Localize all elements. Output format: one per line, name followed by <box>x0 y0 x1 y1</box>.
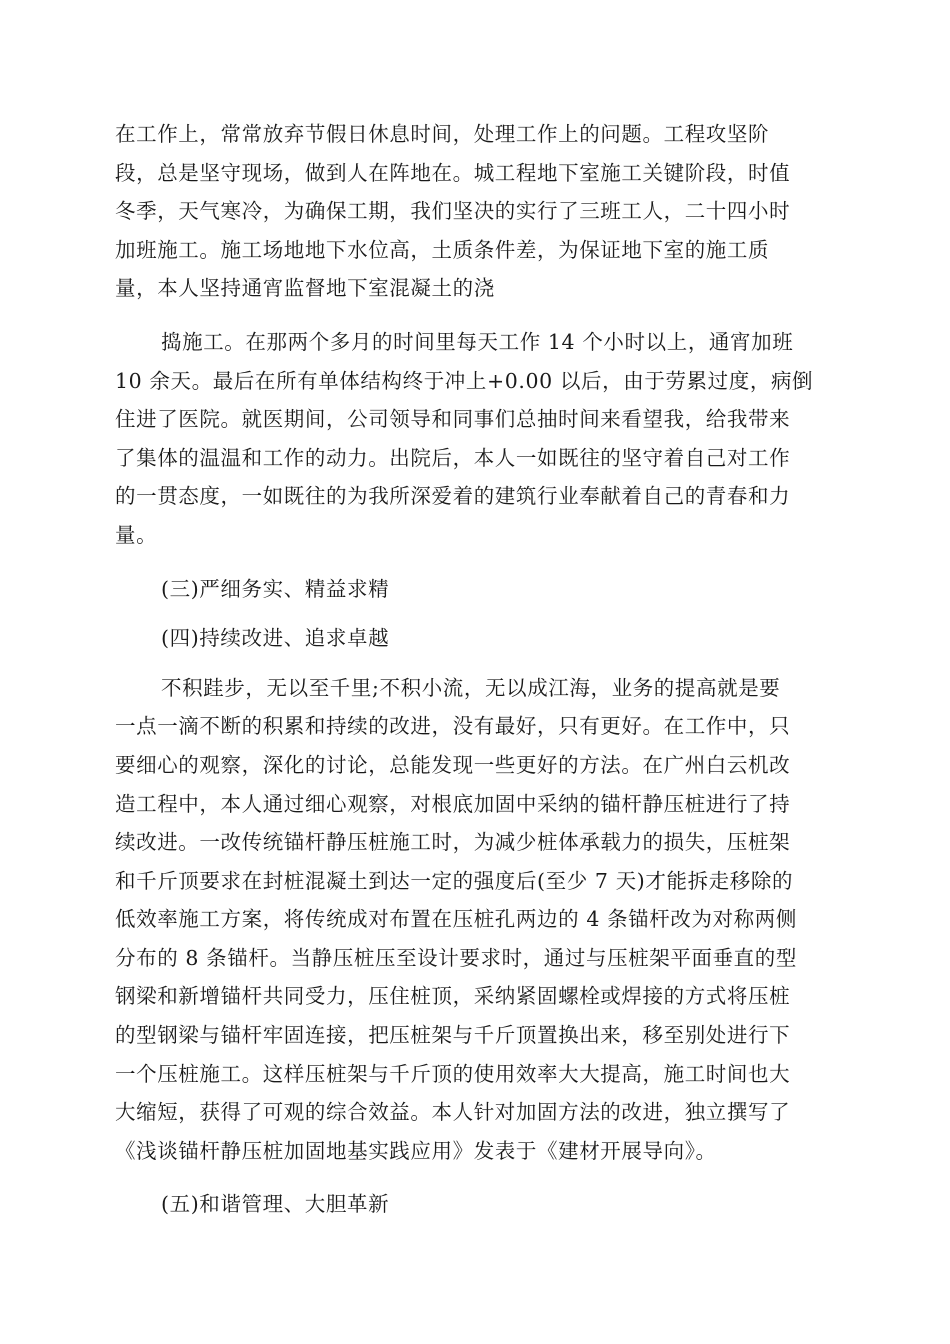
text-line: 低效率施工方案，将传统成对布置在压桩孔两边的 4 条锚杆改为对称两侧 <box>115 907 797 932</box>
text-line: 大缩短，获得了可观的综合效益。本人针对加固方法的改进，独立撰写了 <box>115 1100 791 1125</box>
text-line: 一个压桩施工。这样压桩架与千斤顶的使用效率大大提高，施工时间也大 <box>115 1061 791 1086</box>
section-heading-3 <box>115 570 837 609</box>
text-line: 一点一滴不断的积累和持续的改进，没有最好，只有更好。在工作中，只 <box>115 714 791 739</box>
section-heading-5 <box>115 1185 837 1224</box>
section-heading-4 <box>115 619 837 658</box>
text-line: 要细心的观察，深化的讨论，总能发现一些更好的方法。在广州白云机改 <box>115 752 791 777</box>
heading-text: (五)和谐管理、大胆革新 <box>161 1192 390 1217</box>
text-line: 的型钢梁与锚杆牢固连接，把压桩架与千斤顶置换出来，移至别处进行下 <box>115 1023 791 1048</box>
text-line: 量。 <box>115 522 158 547</box>
text-line: 加班施工。施工场地地下水位高，土质条件差，为保证地下室的施工质 <box>115 237 770 262</box>
heading-text: (四)持续改进、追求卓越 <box>161 626 390 651</box>
paragraph-hospital <box>115 323 837 555</box>
text-line: 捣施工。在那两个多月的时间里每天工作 14 个小时以上，通宵加班 <box>161 329 794 354</box>
text-line: 续改进。一改传统锚杆静压桩施工时，为减少桩体承载力的损失，压桩架 <box>115 830 791 855</box>
text-line: 造工程中，本人通过细心观察，对根底加固中采纳的锚杆静压桩进行了持 <box>115 791 791 816</box>
text-line: 和千斤顶要求在封桩混凝土到达一定的强度后(至少 7 天)才能拆走移除的 <box>115 868 794 893</box>
heading-text: (三)严细务实、精益求精 <box>161 576 390 601</box>
text-line: 了集体的温温和工作的动力。出院后，本人一如既往的坚守着自己对工作 <box>115 445 791 470</box>
text-line: 量，本人坚持通宵监督地下室混凝土的浇 <box>115 276 495 301</box>
text-line: 段，总是坚守现场，做到人在阵地在。城工程地下室施工关键阶段，时值 <box>115 160 791 185</box>
text-line: 冬季，天气寒冷，为确保工期，我们坚决的实行了三班工人，二十四小时 <box>115 199 791 224</box>
paragraph-continuous-improvement <box>115 669 837 1171</box>
text-line: 钢梁和新增锚杆共同受力，压住桩顶，采纳紧固螺栓或焊接的方式将压桩 <box>115 984 791 1009</box>
text-line: 《浅谈锚杆静压桩加固地基实践应用》发表于《建材开展导向》。 <box>115 1138 717 1163</box>
text-line: 在工作上，常常放弃节假日休息时间，处理工作上的问题。工程攻坚阶 <box>115 122 770 146</box>
text-line: 分布的 8 条锚杆。当静压桩压至设计要求时，通过与压桩架平面垂直的型 <box>115 945 797 970</box>
document-page <box>115 115 837 1224</box>
text-line: 10 余天。最后在所有单体结构终于冲上+0.00 以后，由于劳累过度，病倒 <box>115 368 814 393</box>
paragraph-overtime-work <box>115 115 837 308</box>
text-line: 的一贯态度，一如既往的为我所深爱着的建筑行业奉献着自己的青春和力 <box>115 484 791 509</box>
text-line: 住进了医院。就医期间，公司领导和同事们总抽时间来看望我，给我带来 <box>115 407 791 432</box>
text-line: 不积跬步，无以至千里;不积小流，无以成江海，业务的提高就是要 <box>161 675 781 700</box>
